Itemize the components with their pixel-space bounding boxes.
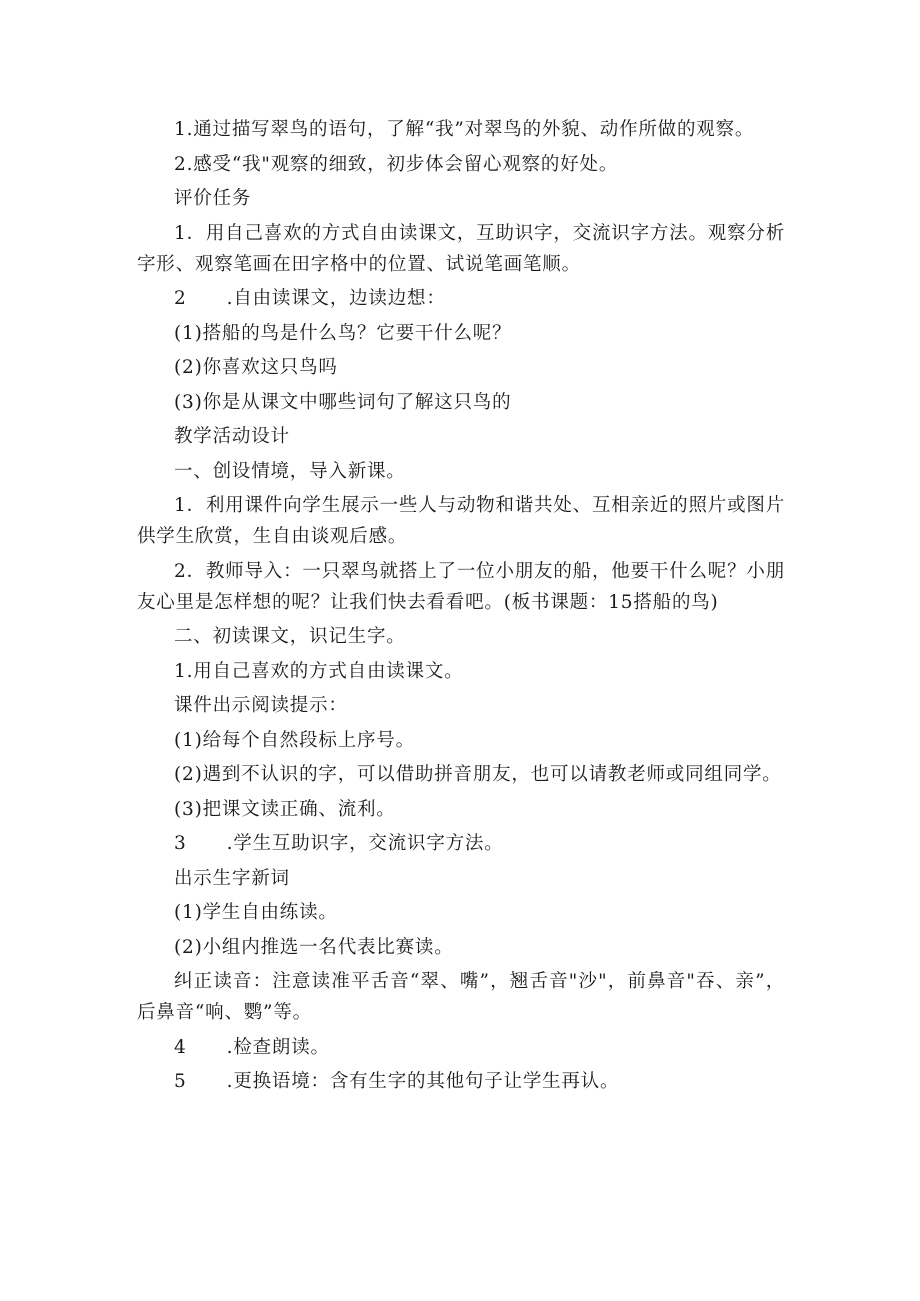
pronunciation-note: 纠正读音：注意读准平舌音“翠、嘴”，翘舌音"沙"，前鼻音"吞、亲”，后鼻音“响、鹦”等。	[137, 971, 785, 1023]
section-heading-activities: 教学活动设计	[174, 426, 290, 447]
practice-1: (1)学生自由练读。	[174, 902, 338, 923]
reading-tip-3: (3)把课文读正确、流利。	[174, 798, 396, 820]
reading-tips-heading: 课件出示阅读提示：	[174, 695, 348, 716]
activity-2-step-3: 3 .学生互助识字，交流识字方法。	[174, 833, 504, 854]
objective-1: 1.通过描写翠鸟的语句，了解“我”对翠鸟的外貌、动作所做的观察。	[174, 119, 755, 140]
evaluation-task-2: 2 .自由读课文，边读边想：	[174, 288, 446, 309]
reading-tip-2: (2)遇到不认识的字，可以借助拼音朋友，也可以请教老师或同组同学。	[174, 764, 782, 785]
reading-tip-1: (1)给每个自然段标上序号。	[174, 729, 415, 751]
new-words-heading: 出示生字新词	[174, 867, 290, 889]
question-2: (2)你喜欢这只鸟吗	[174, 357, 338, 378]
activity-1-step-1: 1．利用课件向学生展示一些人与动物和谐共处、互相亲近的照片或图片供学生欣赏，生自由谈观后感。	[137, 495, 785, 547]
activity-part-2-heading: 二、初读课文，识记生字。	[174, 626, 406, 647]
activity-part-1-heading: 一、创设情境，导入新课。	[174, 460, 406, 482]
activity-1-step-2: 2．教师导入：一只翠鸟就搭上了一位小朋友的船，他要干什么呢？小朋友心里是怎样想的呢？让我们快去看看吧。(板书课题：15搭船的鸟)	[137, 560, 785, 613]
activity-2-step-5: 5 .更换语境：含有生字的其他句子让学生再认。	[174, 1071, 620, 1092]
activity-2-step-4: 4 .检查朗读。	[174, 1036, 330, 1058]
activity-2-step-1: 1.用自己喜欢的方式自由读课文。	[174, 660, 464, 682]
evaluation-task-1: 1．用自己喜欢的方式自由读课文，互助识字，交流识字方法。观察分析字形、观察笔画在田字格中的位置、试说笔画笔顺。	[137, 222, 785, 275]
document-body	[137, 114, 785, 1101]
section-heading-evaluation: 评价任务	[174, 188, 252, 209]
practice-2: (2)小组内推选一名代表比赛读。	[174, 936, 454, 958]
question-1: (1)搭船的鸟是什么鸟？它要干什么呢？	[174, 322, 512, 344]
objective-2: 2.感受“我"观察的细致，初步体会留心观察的好处。	[174, 153, 619, 175]
question-3: (3)你是从课文中哪些词句了解这只鸟的	[174, 391, 512, 413]
